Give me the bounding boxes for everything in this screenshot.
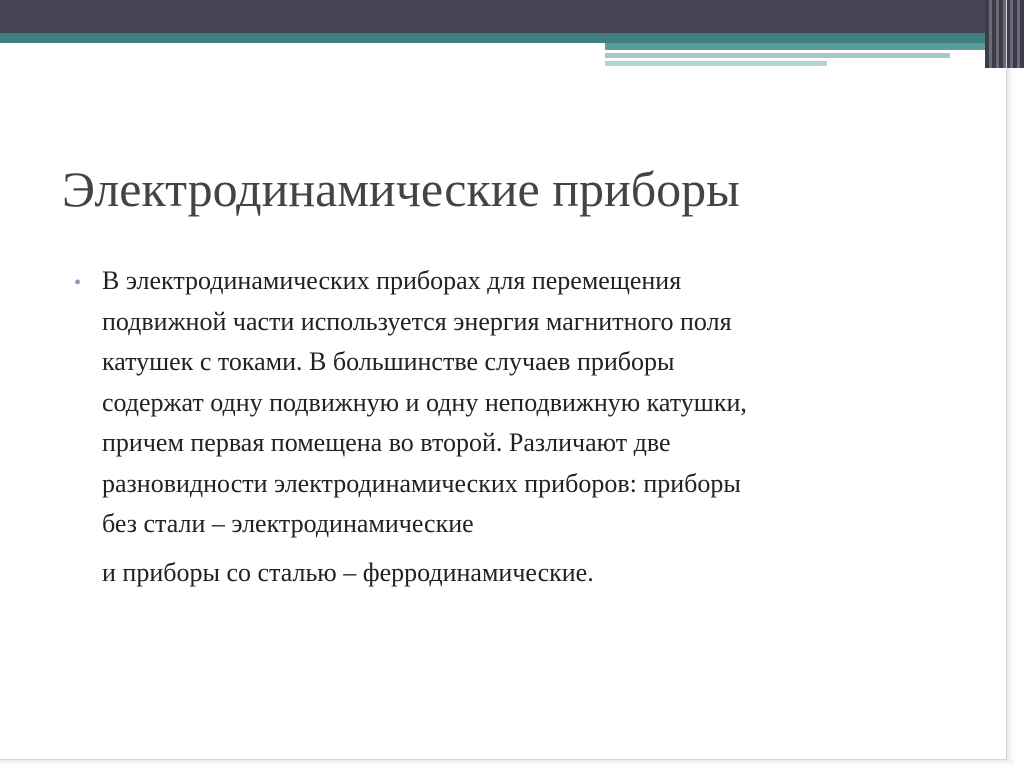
slide-shadow-bottom [0, 760, 1013, 765]
text-line: причем первая помещена во второй. Различают две [102, 428, 671, 457]
text-line: В электродинамических приборах для перемещения [102, 266, 682, 295]
slide-shadow-right [1007, 68, 1013, 760]
continuation-paragraph: и приборы со сталью – ферродинамические. [102, 557, 594, 587]
slide-title: Электродинамические приборы [62, 161, 740, 217]
text-line: разновидности электродинамических приборов: приборы [102, 468, 741, 498]
bullet-icon: • [74, 272, 82, 294]
bullet-paragraph [102, 261, 974, 545]
text-line: подвижной части используется энергия магнитного поля [102, 306, 732, 336]
text-line: без стали – электродинамические [102, 509, 474, 538]
slide-body [74, 261, 974, 593]
text-line: катушек с токами. В большинстве случаев приборы [102, 347, 675, 376]
text-line: содержат одну подвижную и одну неподвижную катушки, [102, 387, 747, 417]
